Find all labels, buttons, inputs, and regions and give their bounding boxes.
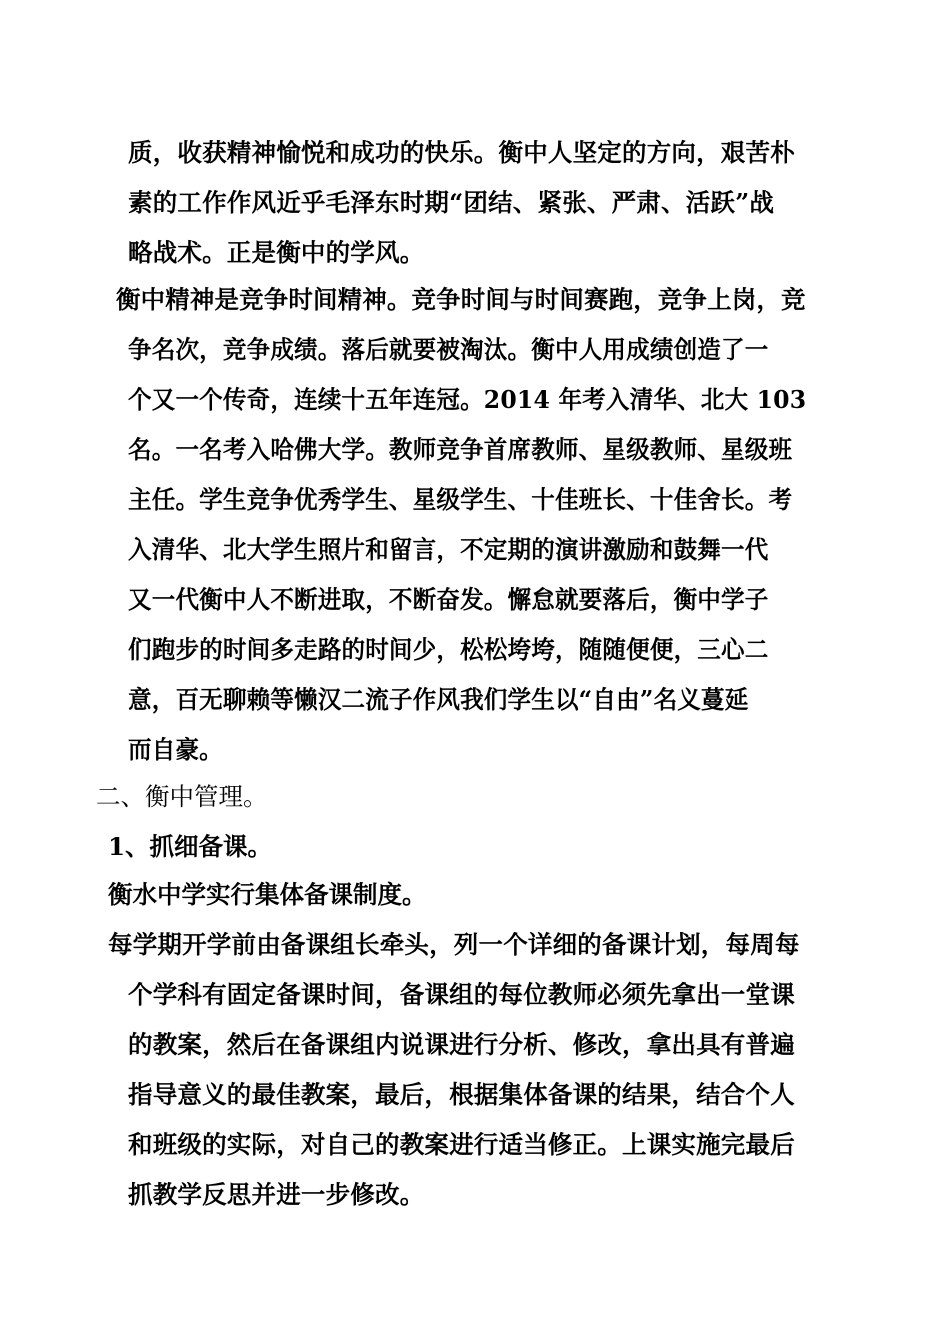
paragraph-line: 衡中精神是竞争时间精神。竞争时间与时间赛跑，竞争上岗，竞 (116, 285, 806, 314)
paragraph-line: 名。一名考入哈佛大学。教师竞争首席教师、星级教师、星级班 (128, 435, 793, 464)
paragraph-line: 指导意义的最佳教案，最后，根据集体备课的结果，结合个人 (128, 1080, 795, 1109)
paragraph-line: 抓教学反思并进一步修改。 (128, 1180, 425, 1209)
paragraph-2-first-line-wrap (116, 275, 808, 325)
paragraph-1 (128, 128, 795, 278)
paragraph-4-first-line-wrap (108, 920, 800, 970)
paragraph-line: 每学期开学前由备课组长牵头，列一个详细的备课计划，每周每 (108, 930, 800, 959)
section-heading: 二、衡中管理。 (96, 782, 268, 811)
paragraph-line: 个又一个传奇，连续十五年连冠。2014 年考入清华、北大 103 (128, 385, 807, 414)
subsection-heading: 1、抓细备课。 (108, 832, 273, 861)
paragraph-line: 们跑步的时间多走路的时间少，松松垮垮，随随便便，三心二 (128, 635, 769, 664)
paragraph-line: 个学科有固定备课时间，备课组的每位教师必须先拿出一堂课 (128, 980, 795, 1009)
paragraph-4 (128, 970, 795, 1220)
paragraph-line: 质，收获精神愉悦和成功的快乐。衡中人坚定的方向，艰苦朴 (128, 138, 795, 167)
paragraph-line: 又一代衡中人不断进取，不断奋发。懈怠就要落后，衡中学子 (128, 585, 769, 614)
paragraph-line: 和班级的实际，对自己的教案进行适当修正。上课实施完最后 (128, 1130, 795, 1159)
paragraph-line: 主任。学生竞争优秀学生、星级学生、十佳班长、十佳舍长。考 (128, 485, 793, 514)
paragraph-2 (128, 325, 834, 775)
paragraph-line: 略战术。正是衡中的学风。 (128, 238, 425, 267)
paragraph-line: 素的工作作风近乎毛泽东时期“团结、紧张、严肃、活跃”战 (128, 188, 775, 217)
paragraph-line: 入清华、北大学生照片和留言，不定期的演讲激励和鼓舞一代 (128, 535, 769, 564)
paragraph-line: 意，百无聊赖等懒汉二流子作风我们学生以“自由”名义蔓延 (128, 685, 749, 714)
paragraph-line: 争名次，竞争成绩。落后就要被淘汰。衡中人用成绩创造了一 (128, 335, 769, 364)
paragraph-line: 而自豪。 (128, 735, 223, 764)
paragraph-3: 衡水中学实行集体备课制度。 (108, 880, 427, 909)
paragraph-line: 的教案，然后在备课组内说课进行分析、修改，拿出具有普遍 (128, 1030, 795, 1059)
